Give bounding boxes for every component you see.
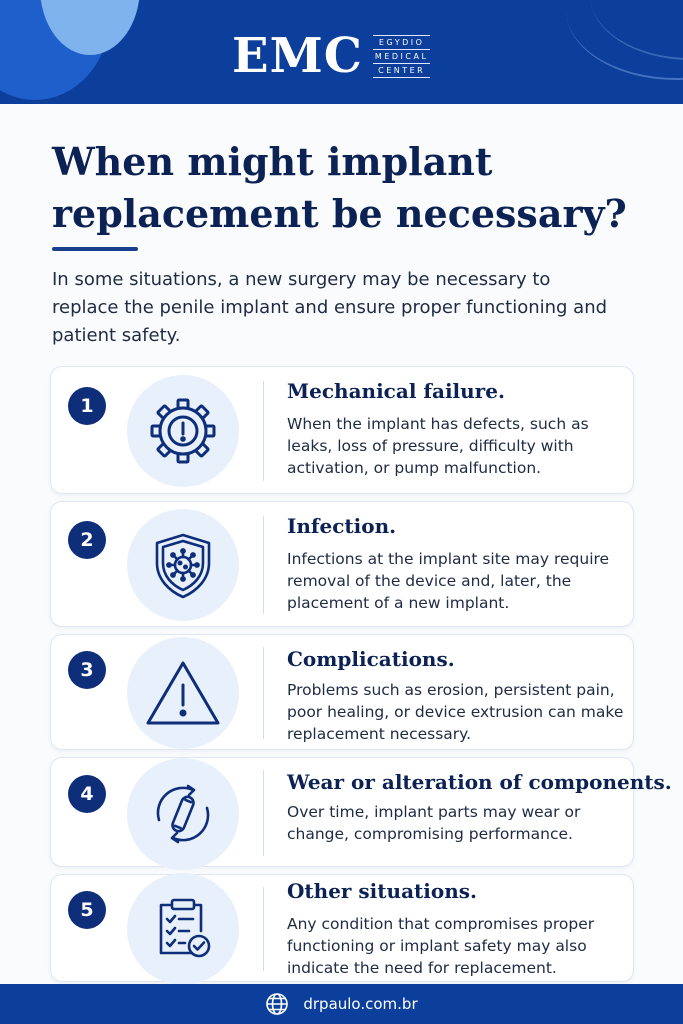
card-divider: [263, 887, 264, 971]
logo-main-text: EMC: [232, 28, 363, 84]
card-title: Infection.: [287, 514, 397, 538]
card-description: Any condition that compromises proper functioning or implant safety may also indicate the need for replacement.: [287, 915, 595, 977]
emc-logo: [232, 28, 430, 84]
reason-card-2: [50, 501, 634, 627]
header-banner: [0, 0, 683, 104]
card-divider: [263, 516, 264, 614]
card-description: When the implant has defects, such as leaks, loss of pressure, difficulty with activation, or pump malfunction.: [287, 415, 589, 477]
card-divider: [263, 770, 264, 856]
reason-card-5: [50, 874, 634, 982]
shield-virus-icon: [127, 509, 239, 621]
logo-sub-line: CENTER: [378, 65, 426, 75]
card-divider: [263, 647, 264, 739]
title-underline: [52, 247, 138, 251]
checklist-icon: [127, 873, 239, 985]
logo-subtitle: [373, 35, 431, 78]
card-title: Complications.: [287, 647, 455, 671]
card-description: Problems such as erosion, persistent pain, poor healing, or device extrusion can make replacement necessary.: [287, 681, 624, 743]
component-cycle-icon: [127, 758, 239, 870]
step-number-badge: 5: [68, 891, 106, 929]
globe-icon: [265, 992, 289, 1016]
card-title: Mechanical failure.: [287, 379, 505, 403]
intro-paragraph: In some situations, a new surgery may be necessary to replace the penile implant and ensure proper functioning and patient safety.: [52, 269, 608, 346]
gear-alert-icon: [127, 375, 239, 487]
reason-card-1: [50, 366, 634, 494]
card-description: Over time, implant parts may wear or change, compromising performance.: [287, 803, 581, 843]
card-title: Wear or alteration of components.: [287, 770, 672, 794]
step-number-badge: 1: [68, 387, 106, 425]
footer-bar: [0, 984, 683, 1024]
step-number-badge: 4: [68, 775, 106, 813]
logo-sub-line: MEDICAL: [373, 50, 431, 64]
page-title: When might implant replacement be necessary?: [52, 139, 627, 236]
reason-card-3: [50, 634, 634, 750]
website-url: drpaulo.com.br: [303, 995, 418, 1013]
card-description: Infections at the implant site may require removal of the device and, later, the placement of a new implant.: [287, 550, 610, 612]
card-title: Other situations.: [287, 879, 477, 903]
logo-sub-line: EGYDIO: [373, 36, 431, 50]
reason-card-4: [50, 757, 672, 867]
card-divider: [263, 381, 264, 481]
website-link[interactable]: [265, 992, 417, 1016]
step-number-badge: 3: [68, 651, 106, 689]
step-number-badge: 2: [68, 521, 106, 559]
warning-triangle-icon: [127, 637, 239, 749]
